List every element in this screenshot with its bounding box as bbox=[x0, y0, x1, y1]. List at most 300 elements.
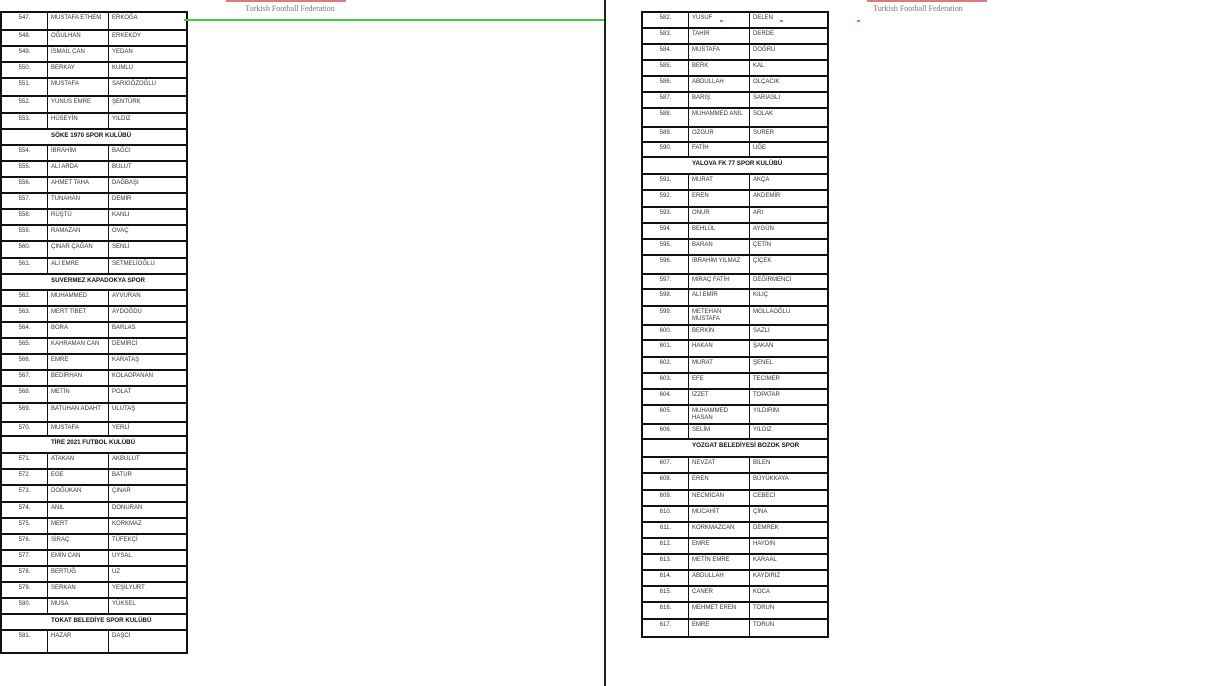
table-row bbox=[643, 374, 827, 390]
player-last-name: KORKMAZ bbox=[112, 521, 142, 527]
player-last-name: DAŞCI bbox=[112, 633, 131, 639]
player-first-name: KORKMAZCAN bbox=[689, 523, 750, 537]
player-last-name: HAYDIN bbox=[753, 541, 776, 547]
table-row bbox=[643, 29, 827, 45]
club-spacer bbox=[2, 437, 48, 452]
page-header-title: Turkish Football Federation bbox=[245, 4, 335, 13]
table-row bbox=[2, 194, 186, 210]
player-first-name: OĞULHAN bbox=[48, 31, 109, 45]
player-last-name: AYVURAN bbox=[112, 293, 141, 299]
table-row bbox=[2, 454, 186, 470]
player-number: 599. bbox=[643, 307, 689, 324]
player-number: 555. bbox=[2, 162, 48, 176]
player-first-name: ABDULLAH bbox=[689, 77, 750, 91]
table-row bbox=[2, 355, 186, 371]
player-last-name: TORUN bbox=[753, 605, 775, 611]
club-header-row bbox=[643, 158, 827, 175]
table-row bbox=[2, 178, 186, 194]
player-last-name: UZ bbox=[112, 569, 120, 575]
player-number: 579. bbox=[2, 583, 48, 597]
player-number: 615. bbox=[643, 587, 689, 601]
player-last-name: DEMREK bbox=[753, 525, 779, 531]
header-accent-bar bbox=[226, 0, 346, 2]
player-number: 570. bbox=[2, 423, 48, 435]
player-last-name: BULUT bbox=[112, 164, 132, 170]
player-first-name: BORA bbox=[48, 323, 109, 337]
player-first-name: OZGUR bbox=[689, 128, 750, 141]
document-page-left bbox=[0, 0, 604, 686]
player-first-name: EMRE bbox=[48, 355, 109, 369]
player-first-name: BERKAY bbox=[48, 63, 109, 77]
player-last-name: SURER bbox=[753, 130, 775, 136]
player-last-name: DEMİR bbox=[112, 196, 132, 202]
player-last-name: KANLI bbox=[112, 212, 130, 218]
player-last-name: ULUTAŞ bbox=[112, 406, 136, 412]
club-header-row bbox=[2, 437, 186, 454]
player-number: 556. bbox=[2, 178, 48, 192]
player-last-name: DAĞBAŞI bbox=[112, 180, 139, 186]
player-last-name: YERLİ bbox=[112, 425, 130, 431]
club-spacer bbox=[2, 615, 48, 629]
player-last-name: UYSAL bbox=[112, 553, 132, 559]
player-last-name: SARIGÖZOĞLU bbox=[112, 81, 157, 87]
player-first-name: CANER bbox=[689, 587, 750, 601]
player-last-name: KOLAOPANAN bbox=[112, 373, 153, 379]
player-number: 551. bbox=[2, 79, 48, 95]
player-last-name: KAL bbox=[753, 63, 765, 69]
player-last-name: TECİMER bbox=[753, 376, 780, 382]
player-first-name: ALİ EMİR bbox=[689, 290, 750, 305]
table-row bbox=[643, 143, 827, 158]
player-last-name: ŞENEL bbox=[753, 360, 773, 366]
player-number: 608. bbox=[643, 474, 689, 489]
table-row bbox=[643, 61, 827, 77]
player-last-name: KILIÇ bbox=[753, 292, 769, 298]
player-last-name: AKDEMİR bbox=[753, 193, 781, 199]
player-last-name: ŞENTÜRK bbox=[112, 99, 141, 105]
player-number: 552. bbox=[2, 97, 48, 112]
player-first-name: ABDULLAH bbox=[689, 571, 750, 585]
table-row bbox=[643, 191, 827, 208]
player-number: 612. bbox=[643, 539, 689, 553]
player-number: 592. bbox=[643, 191, 689, 206]
player-first-name: EREN bbox=[689, 474, 750, 489]
table-row bbox=[2, 63, 186, 79]
player-last-name: KUMLU bbox=[112, 65, 134, 71]
player-number: 548. bbox=[2, 31, 48, 45]
table-row bbox=[643, 307, 827, 326]
table-row bbox=[643, 539, 827, 555]
player-last-name: DERDE bbox=[753, 31, 775, 37]
player-number: 554. bbox=[2, 146, 48, 160]
player-first-name: RÜŞTÜ bbox=[48, 210, 109, 224]
club-name: TOKAT BELEDİYE SPOR KULÜBÜ bbox=[51, 617, 152, 624]
table-row bbox=[643, 240, 827, 256]
table-row bbox=[2, 339, 186, 355]
player-number: 574. bbox=[2, 503, 48, 517]
table-row bbox=[2, 323, 186, 339]
annotation-dot bbox=[720, 20, 723, 22]
club-header-row bbox=[2, 615, 186, 631]
player-first-name: İBRAHİM bbox=[48, 146, 109, 160]
player-number: 598. bbox=[643, 290, 689, 305]
annotation-dot bbox=[780, 20, 783, 22]
player-last-name: DEMİRCİ bbox=[112, 341, 138, 347]
table-row bbox=[643, 326, 827, 341]
table-row bbox=[643, 290, 827, 307]
player-last-name: ÇETİN bbox=[753, 242, 771, 248]
player-number: 594. bbox=[643, 224, 689, 238]
club-header-row bbox=[643, 440, 827, 458]
player-number: 568. bbox=[2, 387, 48, 402]
table-row bbox=[643, 425, 827, 440]
player-last-name: YILDIRIM bbox=[753, 408, 780, 414]
table-row bbox=[643, 208, 827, 224]
table-row bbox=[643, 109, 827, 128]
table-row bbox=[2, 470, 186, 486]
player-first-name: İSMAİL CAN bbox=[48, 47, 109, 61]
player-first-name: YUNUS EMRE bbox=[48, 97, 109, 112]
player-number: 613. bbox=[643, 555, 689, 569]
player-first-name: MURAT bbox=[689, 175, 750, 189]
player-first-name: HAKAN bbox=[689, 341, 750, 356]
player-number: 601. bbox=[643, 341, 689, 356]
player-first-name: METİN EMRE bbox=[689, 555, 750, 569]
player-first-name: MUHAMMED HASAN bbox=[689, 406, 750, 423]
player-first-name: EREN bbox=[689, 191, 750, 206]
player-number: 603. bbox=[643, 374, 689, 388]
player-last-name: ÇINAR bbox=[112, 488, 131, 494]
player-last-name: YILDIZ bbox=[112, 116, 131, 122]
table-row bbox=[2, 291, 186, 307]
player-first-name: MUHAMMED bbox=[48, 291, 109, 305]
table-row bbox=[2, 146, 186, 162]
club-name: SÖKE 1970 SPOR KULÜBÜ bbox=[51, 132, 132, 139]
table-row bbox=[643, 458, 827, 474]
page-header-title: Turkish Football Federation bbox=[873, 4, 963, 13]
player-last-name: BÜYÜKKAYA bbox=[753, 476, 789, 482]
player-number: 562. bbox=[2, 291, 48, 305]
table-row bbox=[643, 555, 827, 571]
player-number: 549. bbox=[2, 47, 48, 61]
player-number: 580. bbox=[2, 599, 48, 613]
table-row bbox=[2, 79, 186, 97]
player-first-name: METİN bbox=[48, 387, 109, 402]
player-number: 561. bbox=[2, 259, 48, 273]
player-last-name: ÇİNA bbox=[753, 509, 768, 515]
document-page-right bbox=[606, 0, 1219, 686]
player-last-name: TOPATAR bbox=[753, 392, 780, 398]
player-list-table bbox=[641, 11, 829, 638]
player-last-name: SOLAK bbox=[753, 111, 774, 117]
header-accent-bar bbox=[867, 0, 987, 2]
player-first-name: İZZET bbox=[689, 390, 750, 404]
player-number: 611. bbox=[643, 523, 689, 537]
club-name: YALOVA FK 77 SPOR KULÜBÜ bbox=[692, 160, 783, 167]
player-first-name: MUSTAFA bbox=[48, 423, 109, 435]
club-header-row bbox=[2, 275, 186, 291]
table-row bbox=[643, 358, 827, 374]
player-number: 584. bbox=[643, 45, 689, 59]
player-number: 564. bbox=[2, 323, 48, 337]
table-row bbox=[2, 307, 186, 323]
player-number: 587. bbox=[643, 93, 689, 107]
player-first-name: İBRAHİM YILMAZ bbox=[689, 256, 750, 273]
player-first-name: MUSTAFA bbox=[48, 79, 109, 95]
table-row bbox=[2, 503, 186, 519]
table-row bbox=[2, 599, 186, 615]
player-first-name: MEHMET EREN bbox=[689, 603, 750, 618]
table-row bbox=[643, 523, 827, 539]
table-row bbox=[2, 114, 186, 130]
table-row bbox=[643, 341, 827, 358]
player-first-name: FATİH bbox=[689, 143, 750, 156]
club-name: TİRE 2021 FUTBOL KULÜBÜ bbox=[51, 439, 136, 446]
table-row bbox=[643, 224, 827, 240]
player-last-name: ERKOĞA bbox=[112, 15, 138, 21]
player-first-name: MUSTAFA ETHEM bbox=[48, 13, 109, 29]
player-first-name: BARAN bbox=[689, 240, 750, 254]
table-row bbox=[643, 390, 827, 406]
player-number: 602. bbox=[643, 358, 689, 372]
player-number: 572. bbox=[2, 470, 48, 484]
player-last-name: KARATAŞ bbox=[112, 357, 140, 363]
player-number: 563. bbox=[2, 307, 48, 321]
player-number: 577. bbox=[2, 551, 48, 565]
table-row bbox=[643, 474, 827, 491]
player-number: 573. bbox=[2, 486, 48, 501]
player-number: 559. bbox=[2, 226, 48, 240]
player-number: 589. bbox=[643, 128, 689, 141]
table-row bbox=[2, 423, 186, 437]
player-first-name: ALİ ARDA bbox=[48, 162, 109, 176]
annotation-line bbox=[184, 19, 604, 21]
player-last-name: POLAT bbox=[112, 389, 132, 395]
player-last-name: AYGÜN bbox=[753, 226, 774, 232]
player-number: 567. bbox=[2, 371, 48, 385]
table-row bbox=[643, 13, 827, 29]
player-number: 578. bbox=[2, 567, 48, 581]
player-last-name: OLÇACIK bbox=[753, 79, 780, 85]
player-list-table bbox=[0, 11, 188, 654]
table-row bbox=[643, 507, 827, 523]
player-last-name: AKÇA bbox=[753, 177, 770, 183]
player-number: 557. bbox=[2, 194, 48, 208]
player-first-name: DOĞUKAN bbox=[48, 486, 109, 501]
club-name: SUVERMEZ KAPADOKYA SPOR bbox=[51, 277, 145, 284]
player-last-name: SENLİ bbox=[112, 244, 130, 250]
player-number: 597. bbox=[643, 275, 689, 288]
player-last-name: TÜFEKÇİ bbox=[112, 537, 138, 543]
player-first-name: MUHAMMED ANIL bbox=[689, 109, 750, 126]
player-first-name: HÜSEYİN bbox=[48, 114, 109, 128]
player-first-name: MUCAHİT bbox=[689, 507, 750, 521]
player-number: 566. bbox=[2, 355, 48, 369]
table-row bbox=[2, 371, 186, 387]
player-last-name: BAĞCI bbox=[112, 148, 131, 154]
table-row bbox=[2, 259, 186, 275]
table-row bbox=[2, 242, 186, 259]
player-first-name: ATAKAN bbox=[48, 454, 109, 468]
player-last-name: ARI bbox=[753, 210, 764, 216]
player-first-name: EMRE bbox=[689, 539, 750, 553]
table-row bbox=[643, 175, 827, 191]
player-number: 606. bbox=[643, 425, 689, 438]
player-number: 581. bbox=[2, 631, 48, 652]
player-first-name: BERKİN bbox=[689, 326, 750, 339]
player-first-name: AHMET TAHA bbox=[48, 178, 109, 192]
player-number: 575. bbox=[2, 519, 48, 533]
club-name: YOZGAT BELEDİYESİ BOZOK SPOR bbox=[692, 442, 800, 449]
player-number: 588. bbox=[643, 109, 689, 126]
player-number: 614. bbox=[643, 571, 689, 585]
player-number: 600. bbox=[643, 326, 689, 339]
table-row bbox=[2, 535, 186, 551]
table-row bbox=[643, 587, 827, 603]
player-first-name: TUNAHAN bbox=[48, 194, 109, 208]
player-first-name: EMİN CAN bbox=[48, 551, 109, 565]
player-number: 571. bbox=[2, 454, 48, 468]
table-row bbox=[2, 404, 186, 423]
player-first-name: HAZAR bbox=[48, 631, 109, 652]
player-last-name: BATUR bbox=[112, 472, 132, 478]
player-number: 610. bbox=[643, 507, 689, 521]
table-row bbox=[643, 93, 827, 109]
table-row bbox=[2, 567, 186, 583]
player-first-name: BEHLÜL bbox=[689, 224, 750, 238]
table-row bbox=[643, 275, 827, 290]
player-last-name: SARIASLI bbox=[753, 95, 781, 101]
table-row bbox=[643, 620, 827, 638]
table-row bbox=[2, 210, 186, 226]
table-row bbox=[2, 631, 186, 654]
player-first-name: MERT TİBET bbox=[48, 307, 109, 321]
player-first-name: ANIL bbox=[48, 503, 109, 517]
table-row bbox=[643, 45, 827, 61]
player-last-name: BARLAS bbox=[112, 325, 136, 331]
player-number: 582. bbox=[643, 13, 689, 27]
player-first-name: SİRAÇ bbox=[48, 535, 109, 549]
player-first-name: EGE bbox=[48, 470, 109, 484]
player-number: 576. bbox=[2, 535, 48, 549]
player-last-name: AKBULUT bbox=[112, 456, 140, 462]
player-last-name: KAYDIRIZ bbox=[753, 573, 781, 579]
player-number: 590. bbox=[643, 143, 689, 156]
player-number: 550. bbox=[2, 63, 48, 77]
player-first-name: NECMİCAN bbox=[689, 491, 750, 505]
player-number: 585. bbox=[643, 61, 689, 75]
player-number: 593. bbox=[643, 208, 689, 222]
player-last-name: BİLEN bbox=[753, 460, 771, 466]
player-number: 617. bbox=[643, 620, 689, 636]
player-number: 604. bbox=[643, 390, 689, 404]
table-row bbox=[643, 406, 827, 425]
player-last-name: DELEN bbox=[753, 15, 774, 21]
player-first-name: BERK bbox=[689, 61, 750, 75]
player-first-name: KAHRAMAN CAN bbox=[48, 339, 109, 353]
player-number: 547. bbox=[2, 13, 48, 29]
player-last-name: SAZLI bbox=[753, 328, 770, 334]
player-number: 565. bbox=[2, 339, 48, 353]
club-header-row bbox=[2, 130, 186, 146]
player-last-name: ÇİÇEK bbox=[753, 258, 772, 264]
player-first-name: BERTUĞ bbox=[48, 567, 109, 581]
table-row bbox=[2, 583, 186, 599]
player-last-name: KOCA bbox=[753, 589, 771, 595]
player-first-name: EFE bbox=[689, 374, 750, 388]
player-number: 569. bbox=[2, 404, 48, 421]
player-number: 605. bbox=[643, 406, 689, 423]
player-last-name: CEBECİ bbox=[753, 493, 776, 499]
player-last-name: YILDIZ bbox=[753, 427, 772, 433]
player-first-name: METEHAN MUSTAFA bbox=[689, 307, 750, 324]
player-first-name: TAHİR bbox=[689, 29, 750, 43]
player-first-name: SELİM bbox=[689, 425, 750, 438]
player-first-name: BARIŞ bbox=[689, 93, 750, 107]
player-last-name: DONURAN bbox=[112, 505, 143, 511]
player-last-name: YEDAN bbox=[112, 49, 133, 55]
table-row bbox=[2, 486, 186, 503]
table-row bbox=[643, 571, 827, 587]
table-row bbox=[2, 31, 186, 47]
table-row bbox=[643, 77, 827, 93]
player-last-name: MOLLAOĞLU bbox=[753, 309, 791, 315]
player-first-name: SERKAN bbox=[48, 583, 109, 597]
player-last-name: TORUN bbox=[753, 622, 775, 628]
player-first-name: BEDİRHAN bbox=[48, 371, 109, 385]
player-first-name: MERT bbox=[48, 519, 109, 533]
player-last-name: OVAÇ bbox=[112, 228, 129, 234]
table-row bbox=[2, 162, 186, 178]
club-spacer bbox=[2, 130, 48, 144]
player-last-name: AYDOĞDU bbox=[112, 309, 142, 315]
player-first-name: MİRAÇ FATİH bbox=[689, 275, 750, 288]
club-spacer bbox=[2, 275, 48, 289]
player-number: 586. bbox=[643, 77, 689, 91]
player-last-name: SETMELİOĞLU bbox=[112, 261, 155, 267]
club-spacer bbox=[643, 158, 689, 173]
player-first-name: ONUR bbox=[689, 208, 750, 222]
table-row bbox=[2, 226, 186, 242]
player-first-name: MUSA bbox=[48, 599, 109, 613]
player-last-name: ERKEKOY bbox=[112, 33, 142, 39]
player-number: 591. bbox=[643, 175, 689, 189]
table-row bbox=[2, 519, 186, 535]
player-first-name: NEVZAT bbox=[689, 458, 750, 472]
player-first-name: MUSTAFA bbox=[689, 45, 750, 59]
player-last-name: KARAAL bbox=[753, 557, 777, 563]
player-first-name: MURAT bbox=[689, 358, 750, 372]
player-first-name: ÇINAR ÇAĞAN bbox=[48, 242, 109, 257]
table-row bbox=[2, 13, 186, 31]
player-number: 616. bbox=[643, 603, 689, 618]
player-first-name: YUSUF bbox=[689, 13, 750, 27]
player-last-name: YÜKSEL bbox=[112, 601, 136, 607]
table-row bbox=[2, 47, 186, 63]
table-row bbox=[2, 97, 186, 114]
player-number: 609. bbox=[643, 491, 689, 505]
player-first-name: EMRE bbox=[689, 620, 750, 636]
player-first-name: RAMAZAN bbox=[48, 226, 109, 240]
annotation-dot bbox=[857, 20, 860, 22]
player-last-name: ŞAKAN bbox=[753, 343, 774, 349]
player-number: 607. bbox=[643, 458, 689, 472]
table-row bbox=[643, 491, 827, 507]
table-row bbox=[2, 551, 186, 567]
table-row bbox=[643, 128, 827, 143]
player-number: 553. bbox=[2, 114, 48, 128]
player-last-name: UĞE bbox=[753, 145, 767, 151]
